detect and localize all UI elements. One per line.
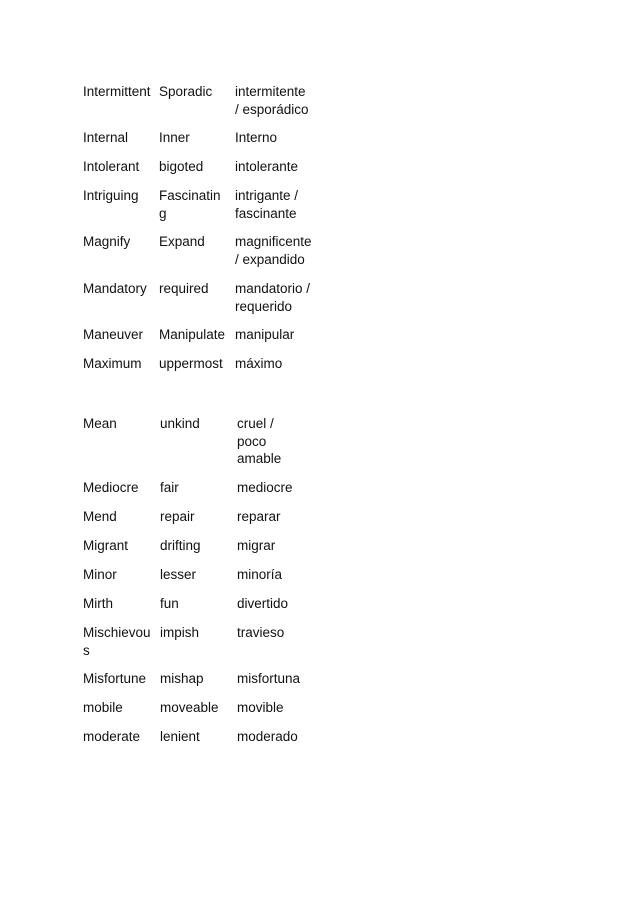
translation-cell: mediocre — [237, 480, 293, 495]
word-cell: moderate — [83, 729, 141, 744]
word-cell: Mirth — [83, 596, 113, 611]
synonym-cell: Expand — [159, 234, 205, 249]
synonym-cell: fun — [160, 596, 179, 611]
translation-cell: magnificente / expandido — [235, 234, 312, 267]
word-cell: Intolerant — [83, 159, 140, 174]
word-cell: mobile — [83, 700, 123, 715]
translation-cell: movible — [237, 700, 284, 715]
synonym-cell: uppermost — [159, 356, 223, 371]
word-cell: Magnify — [83, 234, 131, 249]
word-cell: Internal — [83, 130, 129, 145]
synonym-cell: mishap — [160, 671, 204, 686]
synonym-cell: required — [159, 281, 209, 296]
word-cell: Mischievou s — [83, 625, 151, 658]
synonym-cell: unkind — [160, 416, 200, 431]
word-cell: Mean — [83, 416, 117, 431]
synonym-cell: Sporadic — [159, 84, 213, 99]
translation-cell: intrigante / fascinante — [235, 188, 299, 221]
word-cell: Intermittent — [83, 84, 151, 99]
translation-cell: Interno — [235, 130, 278, 145]
word-cell: Minor — [83, 567, 117, 582]
translation-cell: máximo — [235, 356, 283, 371]
synonym-cell: drifting — [160, 538, 201, 553]
word-cell: Misfortune — [83, 671, 147, 686]
synonym-cell: bigoted — [159, 159, 204, 174]
synonym-cell: Inner — [159, 130, 190, 145]
synonym-cell: Fascinatin g — [159, 188, 221, 221]
word-cell: Migrant — [83, 538, 129, 553]
synonym-cell: moveable — [160, 700, 219, 715]
word-cell: Maneuver — [83, 327, 144, 342]
translation-cell: migrar — [237, 538, 276, 553]
translation-cell: manipular — [235, 327, 295, 342]
synonym-cell: lesser — [160, 567, 197, 582]
translation-cell: mandatorio / requerido — [235, 281, 311, 314]
word-cell: Mediocre — [83, 480, 139, 495]
translation-cell: reparar — [237, 509, 281, 524]
word-cell: Intriguing — [83, 188, 139, 203]
translation-cell: cruel / poco amable — [237, 416, 282, 466]
translation-cell: travieso — [237, 625, 285, 640]
translation-cell: minoría — [237, 567, 283, 582]
synonym-cell: impish — [160, 625, 200, 640]
synonym-cell: Manipulate — [159, 327, 226, 342]
translation-cell: intermitente / esporádico — [235, 84, 309, 117]
word-cell: Maximum — [83, 356, 142, 371]
word-cell: Mend — [83, 509, 117, 524]
translation-cell: misfortuna — [237, 671, 301, 686]
translation-cell: intolerante — [235, 159, 299, 174]
translation-cell: divertido — [237, 596, 289, 611]
synonym-cell: repair — [160, 509, 195, 524]
word-cell: Mandatory — [83, 281, 147, 296]
translation-cell: moderado — [237, 729, 298, 744]
synonym-cell: lenient — [160, 729, 200, 744]
synonym-cell: fair — [160, 480, 179, 495]
